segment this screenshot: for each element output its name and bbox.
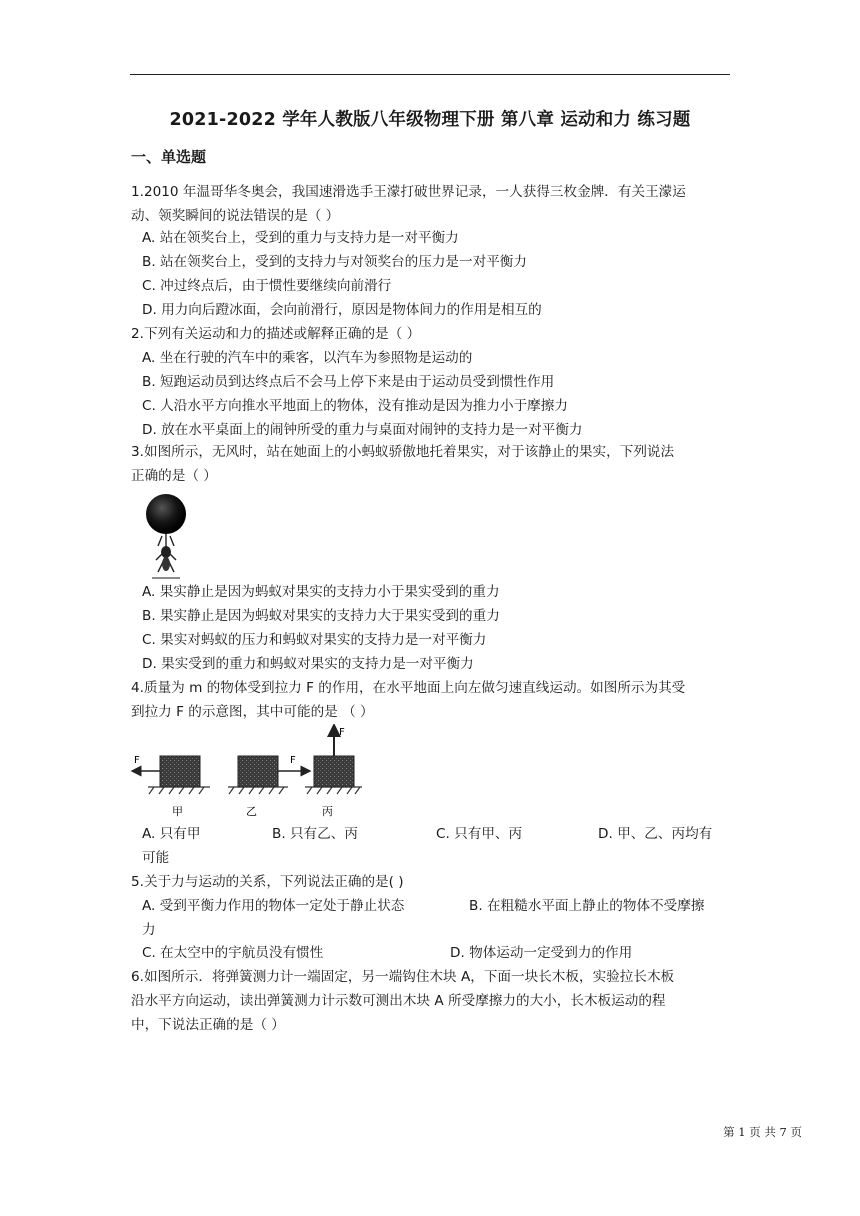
label-f-bing: F	[339, 727, 345, 738]
question-1-line-2: 动、领奖瞬间的说法错误的是（ ）	[131, 208, 340, 224]
label-f-yi: F	[290, 755, 296, 766]
question-2-option-b: B. 短跑运动员到达终点后不会马上停下来是由于运动员受到惯性作用	[142, 374, 555, 390]
question-3-option-d: D. 果实受到的重力和蚂蚁对果实的支持力是一对平衡力	[142, 656, 474, 672]
force-diagram-figure	[130, 724, 365, 822]
question-5-stem	[131, 870, 731, 894]
question-3-option-b: B. 果实静止是因为蚂蚁对果实的支持力大于果实受到的重力	[142, 608, 500, 624]
block-jia	[160, 756, 200, 787]
question-2-option-d: D. 放在水平桌面上的闹钟所受的重力与桌面对闹钟的支持力是一对平衡力	[142, 422, 583, 438]
question-3-line-2: 正确的是（ ）	[131, 468, 217, 484]
question-2-option-a: A. 坐在行驶的汽车中的乘客，以汽车为参照物是运动的	[142, 350, 473, 366]
question-2-line-1: 2.下列有关运动和力的描述或解释正确的是（ ）	[131, 326, 421, 342]
question-4-option-a: A. 只有甲	[142, 826, 201, 842]
question-5-option-c: C. 在太空中的宇航员没有惯性	[142, 945, 324, 961]
question-4-stem	[131, 676, 731, 724]
question-4-line-1: 4.质量为 m 的物体受到拉力 F 的作用，在水平地面上向左做匀速直线运动。如图所示为其受	[131, 680, 686, 696]
question-1-option-b: B. 站在领奖台上，受到的支持力与对领奖台的压力是一对平衡力	[142, 254, 527, 270]
question-5-option-d: D. 物体运动一定受到力的作用	[450, 945, 633, 961]
question-4-option-b: B. 只有乙、丙	[272, 826, 358, 842]
ant-fruit-figure	[140, 490, 192, 582]
question-4-line-2: 到拉力 F 的示意图，其中可能的是 （ ）	[131, 704, 374, 720]
question-5-line-1: 5.关于力与运动的关系，下列说法正确的是( )	[131, 874, 404, 890]
ground-lines	[148, 787, 362, 794]
question-2-stem	[131, 322, 731, 346]
question-4-option-d-continued: 可能	[142, 850, 170, 866]
question-1-stem	[131, 180, 731, 228]
question-6-stem	[131, 965, 731, 1037]
question-5-option-a: A. 受到平衡力作用的物体一定处于静止状态	[142, 898, 405, 914]
page-number-footer: 第 1 页 共 7 页	[723, 1125, 802, 1139]
question-1-option-a: A. 站在领奖台上，受到的重力与支持力是一对平衡力	[142, 230, 459, 246]
question-1-option-c: C. 冲过终点后，由于惯性要继续向前滑行	[142, 278, 392, 294]
question-3-option-c: C. 果实对蚂蚁的压力和蚂蚁对果实的支持力是一对平衡力	[142, 632, 487, 648]
question-3-line-1: 3.如图所示，无风时，站在她面上的小蚂蚁骄傲地托着果实，对于该静止的果实，下列说法	[131, 444, 675, 460]
header-rule	[130, 74, 730, 75]
label-yi: 乙	[246, 805, 257, 818]
question-5-option-b: B. 在粗糙水平面上静止的物体不受摩擦	[469, 898, 705, 914]
question-1-option-d: D. 用力向后蹬冰面，会向前滑行，原因是物体间力的作用是相互的	[142, 302, 542, 318]
label-jia: 甲	[172, 805, 183, 818]
section-heading: 一、单选题	[131, 148, 207, 166]
label-bing: 丙	[322, 805, 333, 818]
question-2-option-c: C. 人沿水平方向推水平地面上的物体，没有推动是因为推力小于摩擦力	[142, 398, 568, 414]
label-f-jia: F	[134, 755, 140, 766]
question-6-line-3: 中，下说法正确的是（ ）	[131, 1017, 285, 1033]
question-3-option-a: A. 果实静止是因为蚂蚁对果实的支持力小于果实受到的重力	[142, 584, 500, 600]
question-6-line-2: 沿水平方向运动，读出弹簧测力计示数可测出木块 A 所受摩擦力的大小，长木板运动的程	[131, 993, 666, 1009]
page-title: 2021-2022 学年人教版八年级物理下册 第八章 运动和力 练习题	[169, 110, 691, 130]
block-bing	[314, 756, 354, 787]
question-4-option-d: D. 甲、乙、丙均有	[598, 826, 713, 842]
question-6-line-1: 6.如图所示．将弹簧测力计一端固定，另一端钩住木块 A，下面一块长木板，实验拉长木板	[131, 969, 675, 985]
question-4-option-c: C. 只有甲、丙	[436, 826, 523, 842]
question-5-option-b-continued: 力	[142, 922, 156, 938]
fruit-shape	[146, 494, 186, 534]
question-3-stem	[131, 440, 731, 488]
question-1-line-1: 1.2010 年温哥华冬奥会，我国速滑选手王濛打破世界记录，一人获得三枚金牌．有关王濛运	[131, 184, 686, 200]
block-yi	[238, 756, 278, 787]
